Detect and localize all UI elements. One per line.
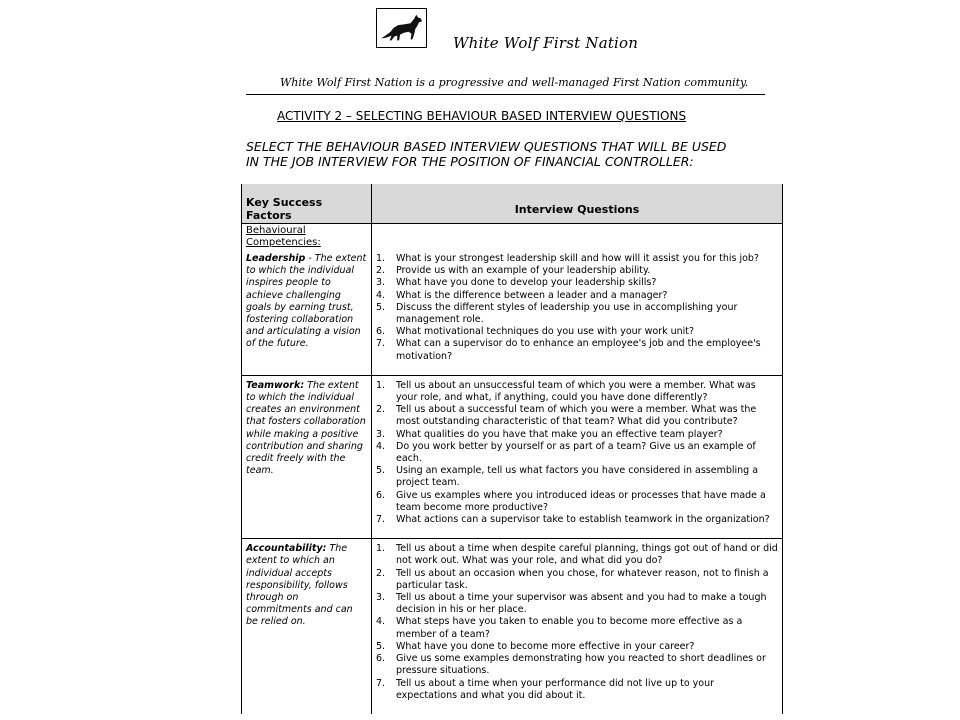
section-label-line: Competencies: bbox=[246, 237, 321, 248]
question-text: What have you done to develop your leadership skills? bbox=[396, 277, 657, 289]
activity-title: ACTIVITY 2 – SELECTING BEHAVIOUR BASED INTERVIEW QUESTIONS bbox=[277, 109, 687, 123]
question-text: Using an example, tell us what factors you have considered in assembling a project team. bbox=[396, 465, 759, 489]
factor-description bbox=[246, 539, 367, 640]
question-number: 4. bbox=[376, 289, 386, 301]
question-list bbox=[376, 249, 778, 375]
factor-row bbox=[242, 539, 783, 714]
question-number: 2. bbox=[376, 404, 386, 416]
question-text: Tell us about a successful team of which you were a member. What was the most outstanding characteristic of that team? What did you contribute? bbox=[396, 404, 757, 428]
wolf-logo-icon bbox=[376, 8, 427, 48]
factor-name: Teamwork: bbox=[246, 379, 305, 391]
question-item bbox=[376, 302, 778, 326]
question-text: What have you done to become more effective in your career? bbox=[396, 640, 695, 652]
tagline: White Wolf First Nation is a progressive and well-managed First Nation community. bbox=[280, 76, 749, 89]
question-text: Tell us about an unsuccessful team of which you were a member. What was your role, and what, if anything, could you have done differently? bbox=[396, 379, 756, 404]
question-text: Discuss the different styles of leadership you use in accomplishing your management role. bbox=[396, 301, 738, 326]
factor-row bbox=[242, 375, 783, 538]
factor-description-text: The extent to which the individual inspires people to achieve challenging goals by earning trust, fostering collaboration and articulating a vision of the future. bbox=[246, 253, 367, 350]
question-text: Tell us about a time when your performance did not live up to your expectations and what you did about it. bbox=[396, 677, 715, 701]
question-item bbox=[376, 490, 778, 514]
question-text: What qualities do you have that make you an effective team player? bbox=[396, 428, 723, 440]
factor-row bbox=[242, 249, 783, 375]
question-text: Give us examples where you introduced ideas or processes that have made a team become more productive? bbox=[396, 489, 766, 513]
section-empty-cell bbox=[372, 224, 783, 250]
instruction-line: IN THE JOB INTERVIEW FOR THE POSITION OF FINANCIAL CONTROLLER: bbox=[246, 154, 694, 169]
section-label-cell bbox=[242, 224, 372, 250]
question-number: 6. bbox=[376, 326, 386, 338]
question-number: 3. bbox=[376, 592, 386, 604]
question-item bbox=[376, 338, 778, 362]
factor-description bbox=[246, 249, 367, 363]
question-text: Provide us with an example of your leadership ability. bbox=[396, 265, 651, 277]
question-text: What is your strongest leadership skill and how will it assist you for this job? bbox=[396, 253, 759, 264]
question-number: 6. bbox=[376, 653, 386, 665]
factor-name: Accountability: bbox=[246, 543, 327, 555]
question-number: 3. bbox=[376, 428, 386, 440]
factor-cell bbox=[242, 249, 372, 375]
question-number: 5. bbox=[376, 301, 386, 313]
header-divider bbox=[246, 94, 765, 95]
question-list bbox=[376, 376, 778, 538]
organization-name: White Wolf First Nation bbox=[453, 34, 639, 52]
questions-cell bbox=[372, 375, 783, 538]
question-item bbox=[376, 616, 778, 640]
question-item bbox=[376, 429, 778, 441]
question-item bbox=[376, 404, 778, 428]
question-item bbox=[376, 543, 778, 567]
question-item bbox=[376, 653, 778, 677]
interview-questions-table bbox=[241, 184, 783, 714]
question-number: 1. bbox=[376, 379, 386, 391]
question-item bbox=[376, 441, 778, 465]
question-number: 5. bbox=[376, 465, 386, 477]
section-row bbox=[242, 224, 783, 250]
question-number: 7. bbox=[376, 338, 386, 350]
question-item bbox=[376, 253, 778, 265]
question-text: What can a supervisor do to enhance an employee's job and the employee's motivation? bbox=[396, 338, 761, 362]
table-header-row bbox=[242, 184, 783, 224]
questions-cell bbox=[372, 539, 783, 714]
question-text: What is the difference between a leader and a manager? bbox=[396, 289, 668, 301]
question-number: 5. bbox=[376, 640, 386, 652]
question-item bbox=[376, 465, 778, 489]
section-label bbox=[246, 224, 367, 249]
factor-description-text: The extent to which the individual creates an environment that fosters collaboration while making a positive contribution and sharing credit freely with the team. bbox=[246, 379, 366, 477]
question-number: 2. bbox=[376, 567, 386, 579]
question-number: 6. bbox=[376, 489, 386, 501]
factor-description-text: The extent to which an individual accepts responsibility, follows through on commitments and can be relied on. bbox=[246, 543, 353, 628]
question-item bbox=[376, 678, 778, 702]
question-text: What steps have you taken to enable you to become more effective as a member of a team? bbox=[396, 616, 743, 640]
question-text: What actions can a supervisor take to establish teamwork in the organization? bbox=[396, 514, 770, 526]
question-item bbox=[376, 514, 778, 526]
question-number: 1. bbox=[376, 253, 386, 264]
question-list bbox=[376, 539, 778, 714]
question-number: 2. bbox=[376, 265, 386, 277]
question-number: 7. bbox=[376, 677, 386, 689]
question-number: 7. bbox=[376, 514, 386, 526]
instruction-line: SELECT THE BEHAVIOUR BASED INTERVIEW QUESTIONS THAT WILL BE USED bbox=[246, 139, 727, 154]
question-text: Give us some examples demonstrating how you reacted to short deadlines or pressure situations. bbox=[396, 653, 766, 677]
question-item bbox=[376, 592, 778, 616]
question-number: 4. bbox=[376, 616, 386, 628]
questions-cell bbox=[372, 249, 783, 375]
question-text: Tell us about a time when despite careful planning, things got out of hand or did not work out. What was your role, and what did you do? bbox=[396, 543, 778, 567]
question-item bbox=[376, 326, 778, 338]
question-item bbox=[376, 265, 778, 277]
factor-name: Leadership bbox=[246, 253, 306, 264]
question-text: Tell us about an occasion when you chose, for whatever reason, not to finish a particular task. bbox=[396, 567, 769, 591]
header-interview-questions: Interview Questions bbox=[372, 184, 783, 224]
section-label-line: Behavioural bbox=[246, 225, 306, 236]
header-key-success-factors: Key Success Factors bbox=[242, 184, 372, 224]
question-item bbox=[376, 277, 778, 289]
question-item bbox=[376, 290, 778, 302]
question-text: Tell us about a time your supervisor was absent and you had to make a tough decision in his or her place. bbox=[396, 592, 767, 616]
question-number: 4. bbox=[376, 440, 386, 452]
factor-separator: - bbox=[305, 253, 315, 264]
instruction-text bbox=[246, 139, 766, 169]
question-item bbox=[376, 380, 778, 404]
question-item bbox=[376, 568, 778, 592]
factor-cell bbox=[242, 539, 372, 714]
question-number: 3. bbox=[376, 277, 386, 289]
question-text: What motivational techniques do you use with your work unit? bbox=[396, 326, 695, 338]
question-item bbox=[376, 641, 778, 653]
factor-description bbox=[246, 376, 367, 490]
question-number: 1. bbox=[376, 543, 386, 555]
factor-cell bbox=[242, 375, 372, 538]
question-text: Do you work better by yourself or as part of a team? Give us an example of each. bbox=[396, 440, 756, 465]
